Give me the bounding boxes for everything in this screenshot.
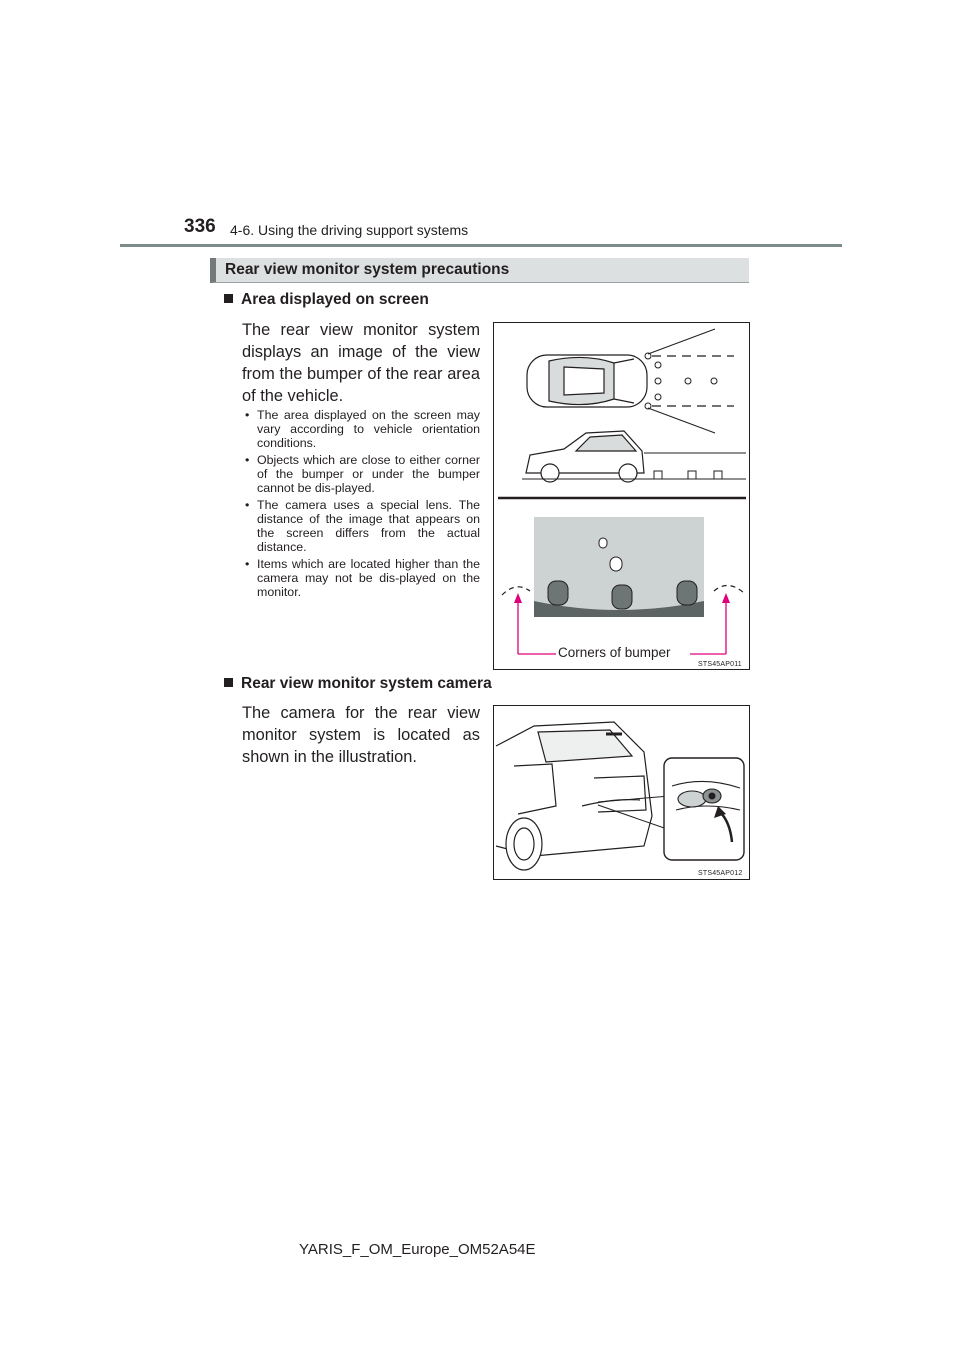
camera-subheading xyxy=(224,675,492,693)
list-item: • Objects which are close to either corner of the bumper or under the bumper cannot be dis-played. xyxy=(245,453,480,495)
list-item: • The area displayed on the screen may vary according to vehicle orientation conditions. xyxy=(245,408,480,450)
area-subheading xyxy=(224,291,429,309)
section-title: 4-6. Using the driving support systems xyxy=(230,222,469,238)
page-number: 336 xyxy=(184,216,216,237)
square-bullet-icon xyxy=(224,294,233,303)
display-area-illustration xyxy=(494,323,751,671)
section-heading xyxy=(210,258,749,283)
camera-subheading-text: Rear view monitor system camera xyxy=(241,675,492,692)
camera-location-illustration xyxy=(494,706,751,881)
area-paragraph: The rear view monitor system displays an image of the view from the bumper of the rear area of the vehicle. xyxy=(242,321,480,405)
list-item: • Items which are located higher than the camera may not be dis-played on the monitor. xyxy=(245,557,480,599)
section-heading-text: Rear view monitor system precautions xyxy=(225,261,510,278)
bullet-text: Items which are located higher than the camera may not be dis-played on the monitor. xyxy=(257,557,480,599)
header-rule xyxy=(120,244,842,247)
area-bullet-list xyxy=(242,408,480,602)
area-subheading-text: Area displayed on screen xyxy=(241,291,429,308)
corners-of-bumper-label: Corners of bumper xyxy=(558,645,671,660)
bullet-text: The camera uses a special lens. The distance of the image that appears on the screen differs from the actual distance. xyxy=(257,498,480,554)
list-item: • The camera uses a special lens. The distance of the image that appears on the screen differs from the actual distance. xyxy=(245,498,480,554)
camera-location-figure xyxy=(493,705,750,880)
document-footer: YARIS_F_OM_Europe_OM52A54E xyxy=(299,1241,536,1258)
display-area-figure xyxy=(493,322,750,670)
camera-paragraph: The camera for the rear view monitor system is located as shown in the illustration. xyxy=(242,704,480,766)
square-bullet-icon xyxy=(224,678,233,687)
figure-code: STS45AP012 xyxy=(698,870,743,877)
bullet-text: Objects which are close to either corner of the bumper or under the bumper cannot be dis-played. xyxy=(257,453,480,495)
figure-code: STS45AP011 xyxy=(698,661,742,668)
bullet-text: The area displayed on the screen may vary according to vehicle orientation conditions. xyxy=(257,408,480,450)
